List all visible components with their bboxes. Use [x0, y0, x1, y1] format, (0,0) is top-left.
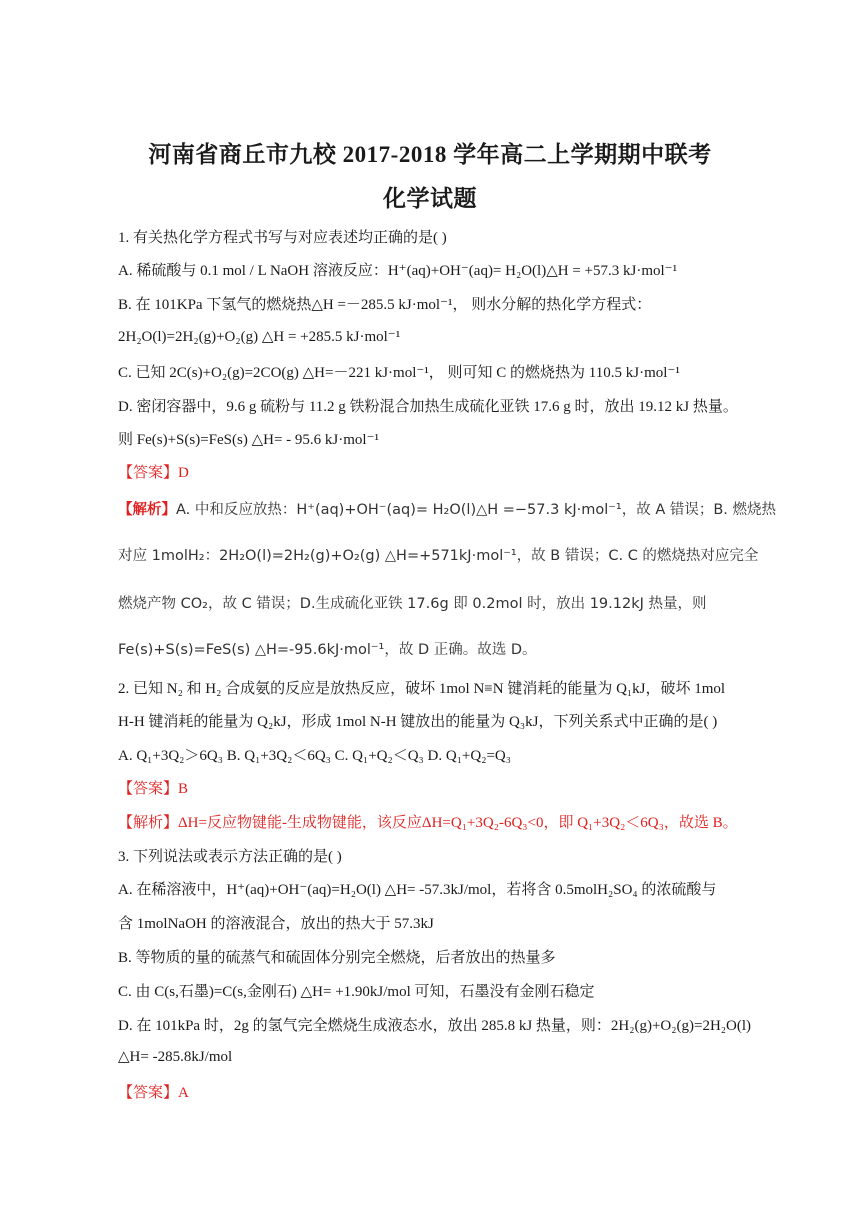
q1-explanation-line-4: Fe(s)+S(s)=FeS(s) △H=-95.6kJ·mol⁻¹，故 D 正确。故选 D。: [118, 642, 537, 658]
q2-explanation: 【解析】ΔH=反应物键能-生成物键能，该反应ΔH=Q₁+3Q₂-6Q₃<0，即 Q₁+3Q₂＜6Q₃，故选 B。: [118, 815, 738, 831]
q2-answer: 【答案】B: [118, 781, 189, 797]
document-subtitle: 化学试题: [383, 186, 477, 211]
q3-option-d: D. 在 101kPa 时，2g 的氢气完全燃烧生成液态水，放出 285.8 kJ 热量，则：2H₂(g)+O₂(g)=2H₂O(l): [118, 1018, 751, 1034]
q1-option-d: D. 密闭容器中，9.6 g 硫粉与 11.2 g 铁粉混合加热生成硫化亚铁 17.6 g 时，放出 19.12 kJ 热量。: [118, 399, 738, 415]
q3-stem: 3. 下列说法或表示方法正确的是( ): [118, 849, 342, 865]
q1-option-a: A. 稀硫酸与 0.1 mol / L NaOH 溶液反应：H⁺(aq)+OH⁻(aq)= H₂O(l)△H = +57.3 kJ·mol⁻¹: [118, 263, 678, 279]
q2-options: A. Q₁+3Q₂＞6Q₃ B. Q₁+3Q₂＜6Q₃ C. Q₁+Q₂＜Q₃ D. Q₁+Q₂=Q₃: [118, 748, 511, 764]
q2-stem-continued: H-H 键消耗的能量为 Q₂kJ，形成 1mol N-H 键放出的能量为 Q₃kJ，下列关系式中正确的是( ): [118, 714, 718, 730]
q1-explanation-text-1: A. 中和反应放热：H⁺(aq)+OH⁻(aq)= H₂O(l)△H =−57.3 kJ·mol⁻¹，故 A 错误；B. 燃烧热: [176, 502, 777, 518]
q3-option-d-continued: △H= -285.8kJ/mol: [118, 1049, 233, 1065]
q2-stem: 2. 已知 N₂ 和 H₂ 合成氨的反应是放热反应，破坏 1mol N≡N 键消耗的能量为 Q₁kJ，破坏 1mol: [118, 681, 726, 697]
q1-explanation-label: 【解析】: [118, 502, 176, 518]
q1-explanation-line-2: 对应 1molH₂：2H₂O(l)=2H₂(g)+O₂(g) △H=+571kJ·mol⁻¹，故 B 错误；C. C 的燃烧热对应完全: [118, 548, 759, 564]
q3-option-c: C. 由 C(s,石墨)=C(s,金刚石) △H= +1.90kJ/mol 可知，石墨没有金刚石稳定: [118, 984, 595, 1000]
q3-answer: 【答案】A: [118, 1085, 189, 1101]
document-title: 河南省商丘市九校 2017-2018 学年高二上学期期中联考: [148, 142, 712, 167]
q1-option-b: B. 在 101KPa 下氢气的燃烧热△H =－285.5 kJ·mol⁻¹， 则水分解的热化学方程式：: [118, 297, 652, 313]
q1-option-b-equation: 2H₂O(l)=2H₂(g)+O₂(g) △H = +285.5 kJ·mol⁻¹: [118, 329, 401, 345]
q3-option-a: A. 在稀溶液中，H⁺(aq)+OH⁻(aq)=H₂O(l) △H= -57.3kJ/mol，若将含 0.5molH₂SO₄ 的浓硫酸与: [118, 882, 717, 898]
q1-explanation-line-1: [118, 498, 776, 519]
q1-explanation-line-3: 燃烧产物 CO₂，故 C 错误；D.生成硫化亚铁 17.6g 即 0.2mol 时，放出 19.12kJ 热量，则: [118, 596, 707, 612]
q3-option-b: B. 等物质的量的硫蒸气和硫固体分别完全燃烧，后者放出的热量多: [118, 950, 556, 966]
q1-option-c: C. 已知 2C(s)+O₂(g)=2CO(g) △H=－221 kJ·mol⁻¹， 则可知 C 的燃烧热为 110.5 kJ·mol⁻¹: [118, 365, 680, 381]
q1-option-d-equation: 则 Fe(s)+S(s)=FeS(s) △H= - 95.6 kJ·mol⁻¹: [118, 432, 379, 448]
q1-answer: 【答案】D: [118, 465, 189, 481]
q1-stem: 1. 有关热化学方程式书写与对应表述均正确的是( ): [118, 230, 447, 246]
q3-option-a-continued: 含 1molNaOH 的溶液混合，放出的热大于 57.3kJ: [118, 916, 434, 932]
